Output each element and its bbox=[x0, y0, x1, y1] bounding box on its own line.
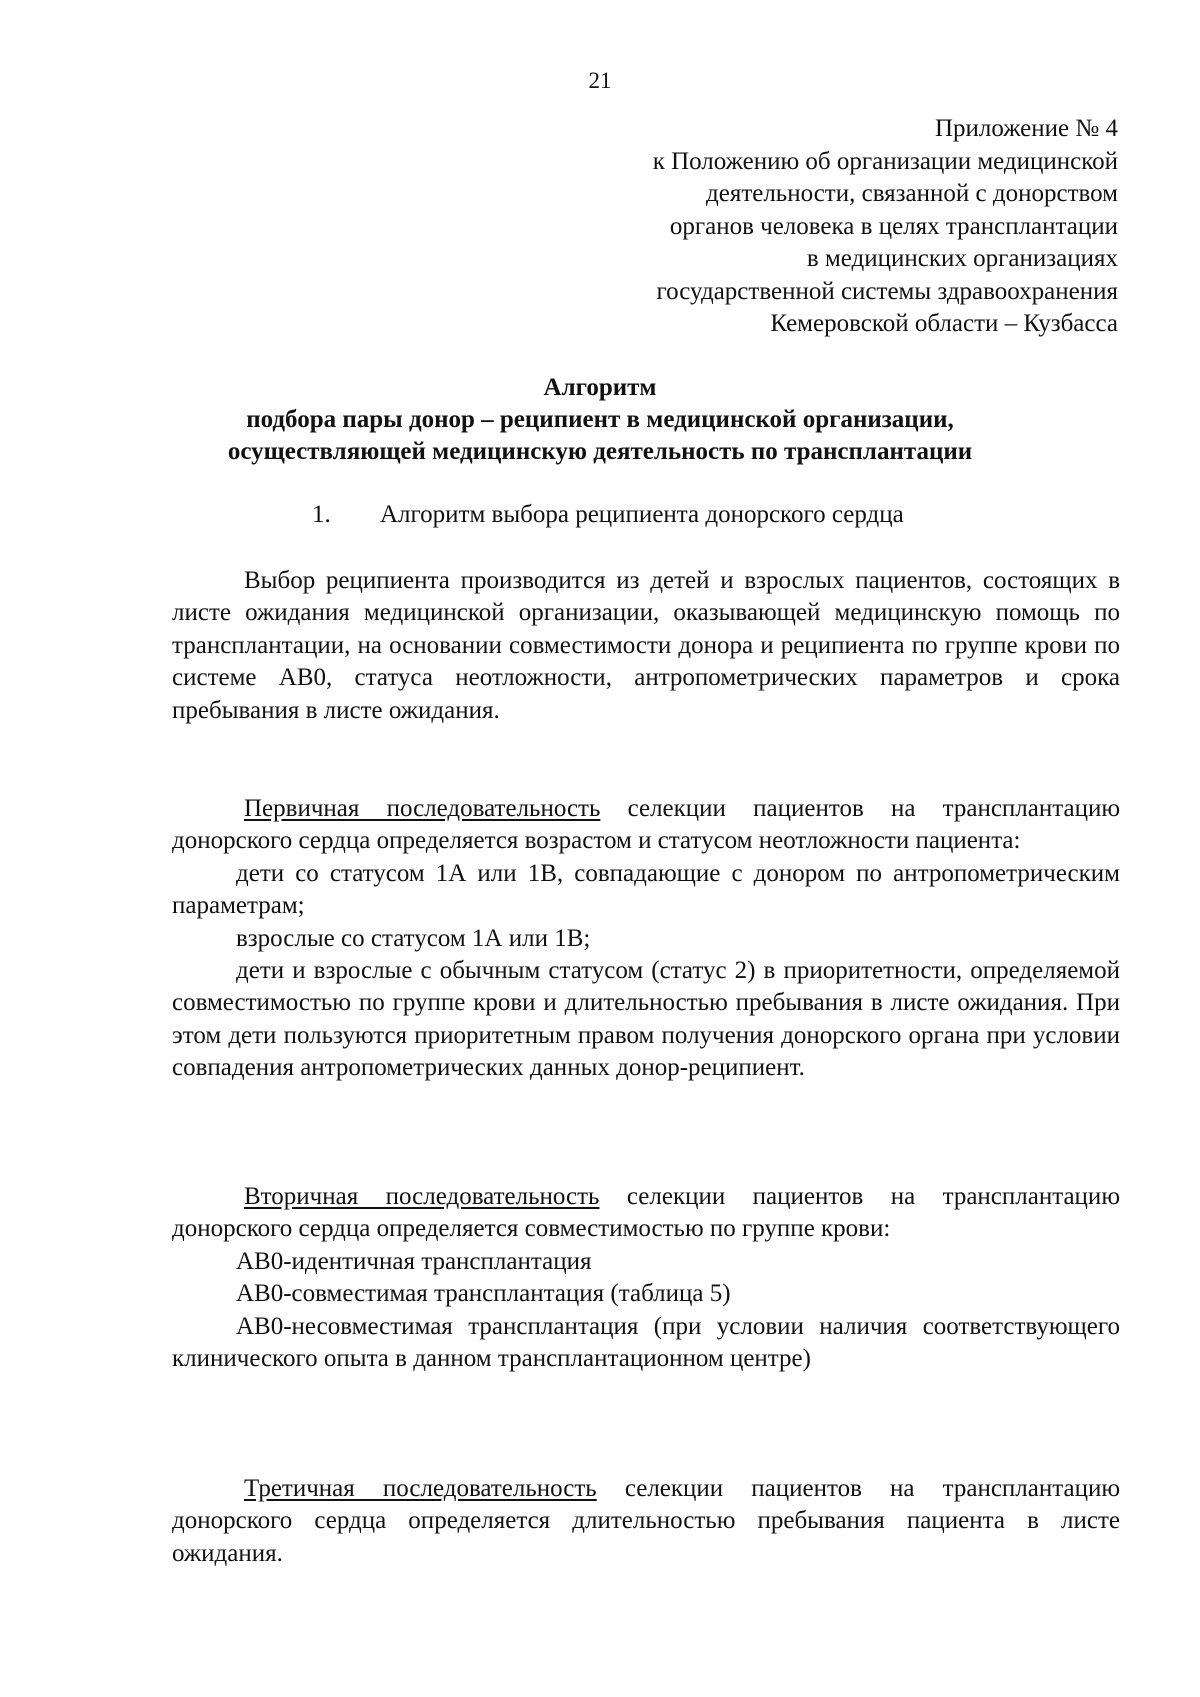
intro-paragraph-block bbox=[172, 565, 1120, 727]
primary-item: дети и взрослые с обычным статусом (статус 2) в приоритетности, определяемой совместимостью по группе крови и длительностью пребывания в листе ожидания. При этом дети пользуются приоритетным правом получения донорского органа при условии совпадения антропометрических данных донор-реципиент. bbox=[172, 957, 1120, 1082]
primary-item: взрослые со статусом 1А или 1В; bbox=[236, 924, 591, 952]
secondary-term: Вторичная последовательность bbox=[244, 1183, 600, 1210]
secondary-rest: селекции пациентов на трансплантацию донорского сердца определяется совместимостью по группе крови: bbox=[172, 1183, 1120, 1243]
title-line: Алгоритм bbox=[543, 374, 657, 401]
primary-item: дети со статусом 1А или 1В, совпадающие с донором по антропометрическим параметрам; bbox=[172, 859, 1120, 920]
annex-line: к Положению об организации медицинской bbox=[652, 147, 1118, 175]
secondary-item: АВ0-несовместимая трансплантация (при условии наличия соответствующего клинического опыта в данном трансплантационном центре) bbox=[172, 1312, 1120, 1373]
section-title: Алгоритм выбора реципиента донорского сердца bbox=[380, 501, 904, 528]
annex-line: Приложение № 4 bbox=[934, 115, 1118, 142]
primary-sequence-block bbox=[172, 793, 1120, 1085]
primary-term: Первичная последовательность bbox=[244, 795, 601, 822]
title-line: осуществляющей медицинскую деятельность по трансплантации bbox=[227, 438, 973, 465]
primary-rest: селекции пациентов на трансплантацию донорского сердца определяется возрастом и статусом неотложности пациента: bbox=[172, 795, 1121, 855]
section-number: 1. bbox=[312, 501, 331, 528]
page-number: 21 bbox=[588, 68, 612, 93]
annex-line: государственной системы здравоохранения bbox=[656, 277, 1118, 305]
secondary-item: АВ0-совместимая трансплантация (таблица 5) bbox=[236, 1280, 731, 1308]
annex-line: органов человека в целях трансплантации bbox=[669, 212, 1118, 240]
title-line: подбора пары донор – реципиент в медицинской организации, bbox=[246, 406, 954, 433]
secondary-sequence-block bbox=[172, 1181, 1120, 1375]
tertiary-sequence-block bbox=[172, 1473, 1120, 1570]
annex-header bbox=[653, 113, 1118, 341]
secondary-item: АВ0-идентичная трансплантация bbox=[236, 1247, 592, 1275]
tertiary-rest: селекции пациентов на трансплантацию донорского сердца определяется длительностью пребывания пациента в листе ожидания. bbox=[172, 1475, 1121, 1567]
intro-paragraph: Выбор реципиента производится из детей и взрослых пациентов, состоящих в листе ожидания медицинской организации, оказывающей медицинскую помощь по трансплантации, на основании совместимости донора и реципиента по группе крови по системе АВ0, статуса неотложности, антропометрических параметров и срока пребывания в листе ожидания. bbox=[172, 567, 1120, 724]
tertiary-paragraph bbox=[172, 1473, 1120, 1570]
tertiary-term: Третичная последовательность bbox=[244, 1475, 597, 1502]
annex-line: деятельности, связанной с донорством bbox=[706, 180, 1118, 207]
primary-paragraph bbox=[172, 793, 1120, 858]
secondary-paragraph bbox=[172, 1181, 1120, 1246]
annex-line: в медицинских организациях bbox=[806, 245, 1118, 272]
document-title bbox=[0, 372, 1200, 468]
section-heading bbox=[312, 501, 904, 529]
annex-line: Кемеровской области – Кузбасса bbox=[770, 310, 1118, 337]
